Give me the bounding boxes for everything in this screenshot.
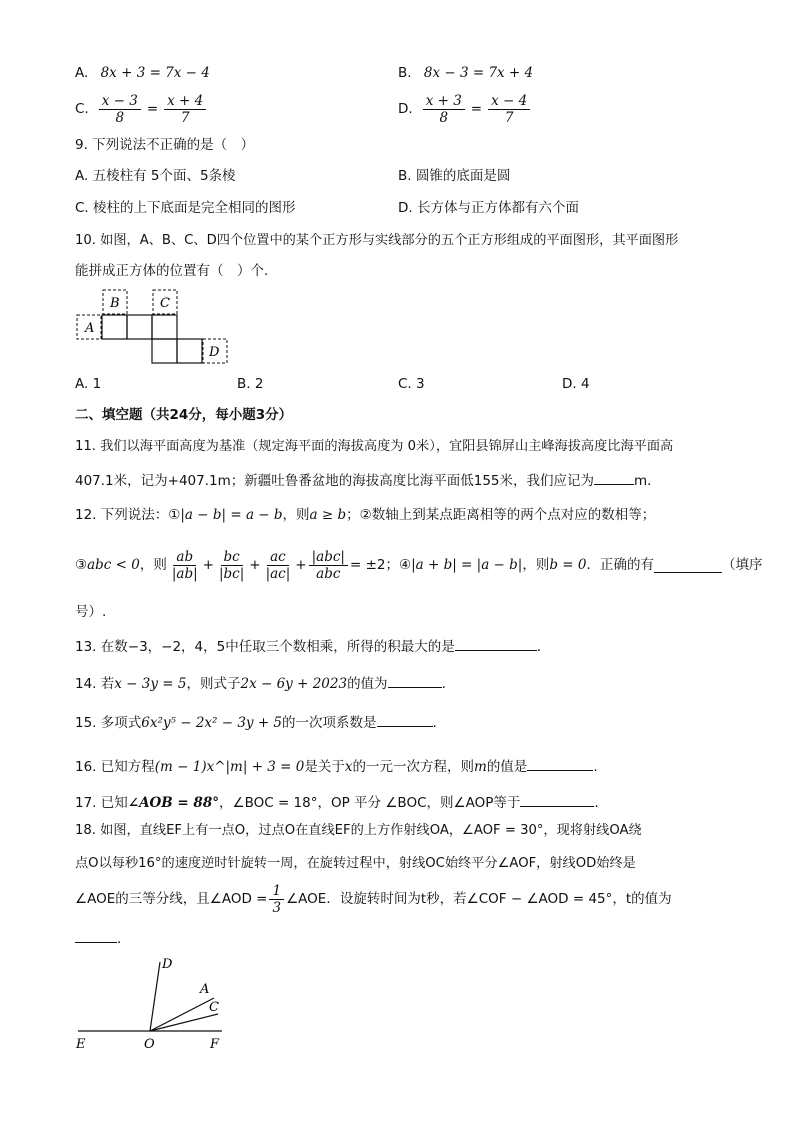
- q12-expr: |a + b| = |a − b|: [411, 557, 523, 573]
- fraction-numerator: x + 4: [164, 93, 206, 110]
- answer-blank: [527, 756, 593, 771]
- q8-d-fraction-left: [423, 93, 465, 126]
- q11-line1: 11. 我们以海平面高度为基准（规定海平面的海拔高度为 0米），宜阳县锦屏山主峰海拔高度比海平面高: [75, 439, 674, 454]
- q14-expr: 2x − 6y + 2023: [240, 676, 348, 692]
- answer-blank: [654, 558, 722, 573]
- solid-square: [127, 315, 152, 339]
- q12-text: = ±2；④: [349, 557, 412, 573]
- q16-end: .: [593, 759, 598, 775]
- q18-line2: 点O以每秒16°的速度逆时针旋转一周，在旋转过程中，射线OC始终平分∠AOF，射线OD始终是: [75, 856, 636, 871]
- solid-square: [177, 339, 202, 363]
- section-title: 二、填空题（共24分，每小题3分）: [75, 407, 293, 423]
- q12-text: ．正确的有: [586, 557, 654, 573]
- solid-square: [152, 315, 177, 339]
- label-c: C: [209, 1000, 219, 1015]
- q12-line2: ③ abc < 0 ，则 $\frac{ab}{|ab|}$ + $\frac{bc}{|bc|}$ + $\frac{ac}{|ac|}$ + $\frac{\text{|abc|}}{\text{abc}}$ = ±2；④ |a + b| = |a − b| ，则 b = 0 ．正确的有 （填序: [75, 548, 763, 582]
- answer-blank: [377, 712, 433, 727]
- fraction-denominator: 8: [115, 109, 125, 126]
- label-b: B: [110, 296, 120, 311]
- q16: [75, 756, 598, 776]
- fraction-numerator: ab: [173, 549, 196, 566]
- q9-option-a: A. 五棱柱有 5个面、5条棱: [75, 168, 236, 184]
- q12-text: （填序: [721, 557, 763, 573]
- fraction-denominator: 7: [180, 109, 190, 126]
- label-a: A: [200, 982, 210, 997]
- q18-end: .: [117, 931, 122, 947]
- q8-option-c: [75, 92, 208, 126]
- q15-text: 15. 多项式: [75, 715, 142, 731]
- q10-stem-line2: 能拼成正方体的位置有（ ）个.: [75, 263, 269, 279]
- fraction-numerator: |abc|: [309, 549, 348, 566]
- q12-expr: b = 0: [549, 557, 587, 573]
- q15: [75, 712, 437, 732]
- q18-line4: [75, 928, 121, 948]
- q11-unit: m．: [634, 473, 661, 489]
- q8-option-a-equation: 8x + 3 = 7x − 4: [100, 65, 210, 81]
- q14-expr: x − 3y = 5: [114, 676, 187, 692]
- fraction-numerator: bc: [221, 549, 243, 566]
- fraction: [169, 549, 201, 582]
- q14-text: 14. 若: [75, 676, 115, 692]
- answer-blank: [75, 928, 117, 943]
- fraction: [309, 549, 348, 582]
- fraction-denominator: 8: [439, 109, 449, 126]
- fraction-denominator: |ab|: [171, 565, 198, 582]
- q8-option-b-label: B.: [398, 65, 412, 81]
- q16-text: 是关于: [304, 759, 345, 775]
- equals-sign: =: [146, 101, 159, 117]
- q10-option-c: C. 3: [398, 376, 425, 392]
- q12-text: ，则: [139, 557, 167, 573]
- q10-net-figure: [76, 289, 236, 369]
- fraction-denominator: |ac|: [265, 565, 291, 582]
- q12-expr: |a − b| = a − b: [180, 507, 283, 523]
- q18-rays-figure: [72, 954, 232, 1054]
- q16-text: 的值是: [486, 759, 528, 775]
- q8-option-a-label: A.: [75, 65, 89, 81]
- fraction-denominator: |bc|: [218, 565, 245, 582]
- q15-expr: 6x²y⁵ − 2x² − 3y + 5: [141, 715, 283, 731]
- answer-blank: [455, 636, 537, 651]
- q9-option-b: B. 圆锥的底面是圆: [398, 168, 511, 184]
- fraction: [269, 883, 284, 916]
- answer-blank: [520, 792, 594, 807]
- ray-oa: [150, 998, 214, 1031]
- q10-stem-line1: 10. 如图，A、B、C、D四个位置中的某个正方形与实线部分的五个正方形组成的平面图形，其平面图形: [75, 233, 679, 248]
- q14-text: ，则式子: [186, 676, 241, 692]
- label-d: D: [162, 957, 173, 972]
- q14-text: 的值为: [347, 676, 388, 692]
- q9-option-d: D. 长方体与正方体都有六个面: [398, 200, 579, 216]
- q12-text: 12. 下列说法：①: [75, 507, 181, 523]
- fraction-numerator: ac: [267, 549, 289, 566]
- q15-text: 的一次项系数是: [282, 715, 377, 731]
- answer-blank: [388, 673, 442, 688]
- q16-text: 的一元一次方程，则: [352, 759, 474, 775]
- ray-od: [150, 962, 160, 1031]
- q8-option-d-label: D.: [398, 101, 413, 117]
- q17-end: .: [594, 795, 599, 811]
- q12-text: ③: [75, 557, 88, 573]
- solid-square: [152, 339, 177, 363]
- q15-end: .: [432, 715, 437, 731]
- fraction-numerator: 1: [269, 883, 284, 900]
- q12-expr: abc < 0: [87, 557, 140, 573]
- q8-option-b: [398, 64, 533, 82]
- equals-sign: =: [470, 101, 483, 117]
- fraction-numerator: x − 4: [488, 93, 530, 110]
- q8-option-d: [398, 92, 532, 126]
- fraction-denominator: abc: [316, 565, 341, 582]
- q17-text: 17. 已知: [75, 795, 128, 811]
- q10-option-b: B. 2: [237, 376, 264, 392]
- q16-var: x: [344, 759, 353, 775]
- q18-text: ∠AOE．设旋转时间为t秒，若∠COF − ∠AOD = 45°，t的值为: [286, 891, 672, 907]
- q12-text: ；②数轴上到某点距离相等的两个点对应的数相等；: [346, 507, 656, 523]
- answer-blank: [594, 470, 634, 485]
- fraction: [216, 549, 247, 582]
- q10-option-a: A. 1: [75, 376, 102, 392]
- label-e: E: [76, 1037, 86, 1052]
- q9-option-c: C. 棱柱的上下底面是完全相同的图形: [75, 200, 296, 216]
- label-c: C: [160, 296, 170, 311]
- q18-text: ∠AOE的三等分线，且∠AOD =: [75, 891, 268, 907]
- q13-end: .: [536, 639, 542, 655]
- q14: [75, 673, 446, 693]
- q8-option-a: [75, 64, 210, 82]
- q14-end: .: [441, 676, 446, 692]
- q17: [75, 792, 599, 812]
- label-o: O: [144, 1037, 155, 1052]
- q12-text: ，则: [282, 507, 310, 523]
- label-a: A: [85, 321, 95, 336]
- fraction-denominator: 7: [504, 109, 514, 126]
- q16-text: 16. 已知方程: [75, 759, 155, 775]
- fraction-numerator: x + 3: [423, 93, 465, 110]
- q17-expr: ∠AOB = 88°: [127, 795, 219, 811]
- q11-line2: [75, 470, 661, 490]
- label-d: D: [209, 345, 220, 360]
- q12-text: ，则: [522, 557, 550, 573]
- q12-expr: a ≥ b: [309, 507, 347, 523]
- q16-var: m: [474, 759, 487, 775]
- ray-oc: [150, 1014, 218, 1031]
- q13-text: 13. 在数−3，−2，4，5中任取三个数相乘，所得的积最大的是: [75, 639, 455, 655]
- q18-line3: [75, 881, 672, 917]
- q12-line1: [75, 506, 655, 524]
- q16-expr: (m − 1)x^|m| + 3 = 0: [154, 759, 305, 775]
- q12-line3: 号）.: [75, 604, 107, 620]
- q17-text: ，∠BOC = 18°，OP 平分 ∠BOC，则∠AOP等于: [218, 795, 521, 811]
- label-f: F: [210, 1037, 220, 1052]
- q8-d-fraction-right: [488, 93, 530, 126]
- q8-option-c-label: C.: [75, 101, 89, 117]
- fraction: [263, 549, 294, 582]
- q8-c-fraction-right: [164, 93, 206, 126]
- q9-stem: 9. 下列说法不正确的是（ ）: [75, 137, 255, 153]
- q8-c-fraction-left: [99, 93, 141, 126]
- q18-line1: 18. 如图，直线EF上有一点O，过点O在直线EF的上方作射线OA，∠AOF = 30°，现将射线OA绕: [75, 823, 642, 838]
- q10-option-d: D. 4: [562, 376, 590, 392]
- q13: [75, 636, 541, 656]
- q11-line2-text: 407.1米，记为+407.1m；新疆吐鲁番盆地的海拔高度比海平面低155米，我们应记为: [75, 473, 595, 489]
- solid-square: [102, 315, 127, 339]
- fraction-numerator: x − 3: [99, 93, 141, 110]
- q8-option-b-equation: 8x − 3 = 7x + 4: [423, 65, 534, 81]
- fraction-denominator: 3: [272, 899, 282, 916]
